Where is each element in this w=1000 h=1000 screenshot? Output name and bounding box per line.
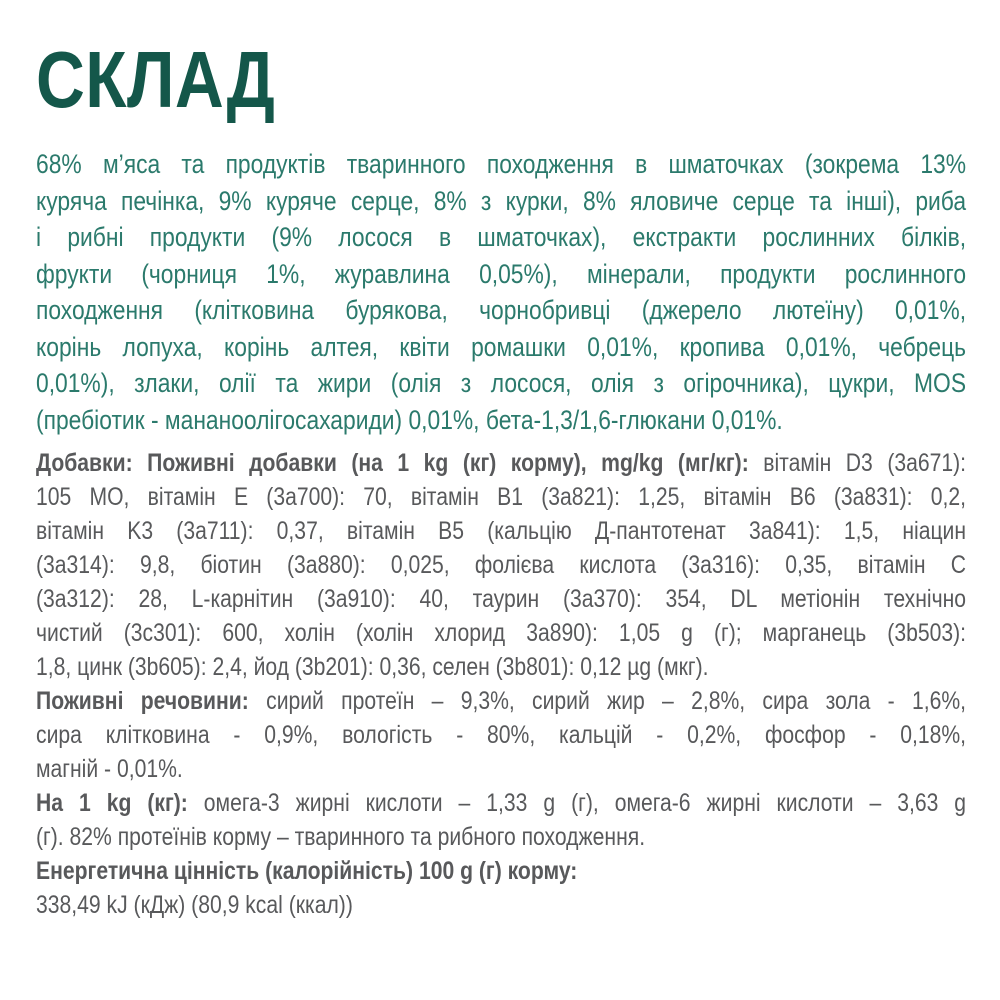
additives-line-last: 1,8, цинк (3b605): 2,4, йод (3b201): 0,36, селен (3b801): 0,12 µg (мкг).	[36, 653, 709, 681]
per-kg-heading: На 1 kg (кг):	[36, 789, 188, 817]
additives-heading: Добавки: Поживні добавки (на 1 kg (кг) корму), mg/kg (мг/кг):	[36, 449, 749, 477]
composition-line: корінь лопуха, корінь алтея, квіти ромашки 0,01%, кропива 0,01%, чебрець	[36, 331, 967, 362]
per-kg-lead-text: омега-3 жирні кислоти – 1,33 g (г), омега-6 жирні кислоти – 3,63 g	[187, 789, 967, 817]
per-kg-line-last: (г). 82% протеїнів корму – тваринного та рибного походження.	[36, 823, 646, 851]
energy-heading-line	[36, 854, 966, 888]
per-kg-lead-line	[36, 786, 966, 820]
energy-paragraph	[36, 854, 966, 922]
energy-value-line: 338,49 kJ (кДж) (80,9 kcal (ккал))	[36, 891, 353, 919]
additives-line: вітамін K3 (3a711): 0,37, вітамін B5 (кальцію Д-пантотенат 3a841): 1,5, ніацин	[36, 517, 967, 545]
label-content	[36, 35, 967, 922]
nutrients-paragraph	[36, 684, 966, 786]
additives-paragraph	[36, 446, 966, 684]
composition-line: куряча печінка, 9% куряче серце, 8% з курки, 8% яловиче серце та інші), риба	[36, 185, 967, 216]
energy-heading: Енергетична цінність (калорійність) 100 g (г) корму:	[36, 857, 578, 885]
composition-line: фрукти (чорниця 1%, журавлина 0,05%), мінерали, продукти рослинного	[36, 258, 967, 289]
page-title: СКЛАД	[36, 35, 276, 124]
additives-line: (3a312): 28, L-карнітин (3a910): 40, таурин (3a370): 354, DL метіонін технічно	[36, 585, 967, 613]
composition-line: і рибні продукти (9% лосося в шматочках), екстракти рослинних білків,	[36, 222, 967, 252]
additives-line: 105 МО, вітамін E (3a700): 70, вітамін B1 (3a821): 1,25, вітамін B6 (3a831): 0,2,	[36, 483, 967, 511]
composition-line: 0,01%), злаки, олії та жири (олія з лосося, олія з огірочника), цукри, MOS	[36, 368, 967, 398]
composition-paragraph	[36, 146, 966, 438]
nutrients-heading: Поживні речовини:	[36, 687, 249, 715]
composition-line: походження (клітковина бурякова, чорнобривці (джерело лютеїну) 0,01%,	[36, 295, 967, 325]
nutrients-lead-line	[36, 684, 966, 718]
composition-line: 68% м’яса та продуктів тваринного походження в шматочках (зокрема 13%	[36, 149, 967, 179]
additives-line: (3a314): 9,8, біотин (3a880): 0,025, фолієва кислота (3a316): 0,35, вітамін C	[36, 551, 967, 579]
nutrients-lead-text: сирий протеїн – 9,3%, сирий жир – 2,8%, сира зола - 1,6%,	[248, 687, 967, 715]
composition-line-last: (пребіотик - мананоолігосахариди) 0,01%, бета-1,3/1,6-глюкани 0,01%.	[36, 404, 783, 435]
nutrients-line: сира клітковина - 0,9%, вологість - 80%, кальцій - 0,2%, фосфор - 0,18%,	[36, 721, 967, 749]
per-kg-paragraph	[36, 786, 966, 854]
nutrients-line-last: магній - 0,01%.	[36, 755, 183, 783]
additives-lead-text: вітамін D3 (3a671):	[748, 449, 967, 477]
additives-line: чистий (3c301): 600, холін (холін хлорид 3a890): 1,05 g (г); марганець (3b503):	[36, 619, 967, 647]
additives-lead-line	[36, 446, 966, 480]
